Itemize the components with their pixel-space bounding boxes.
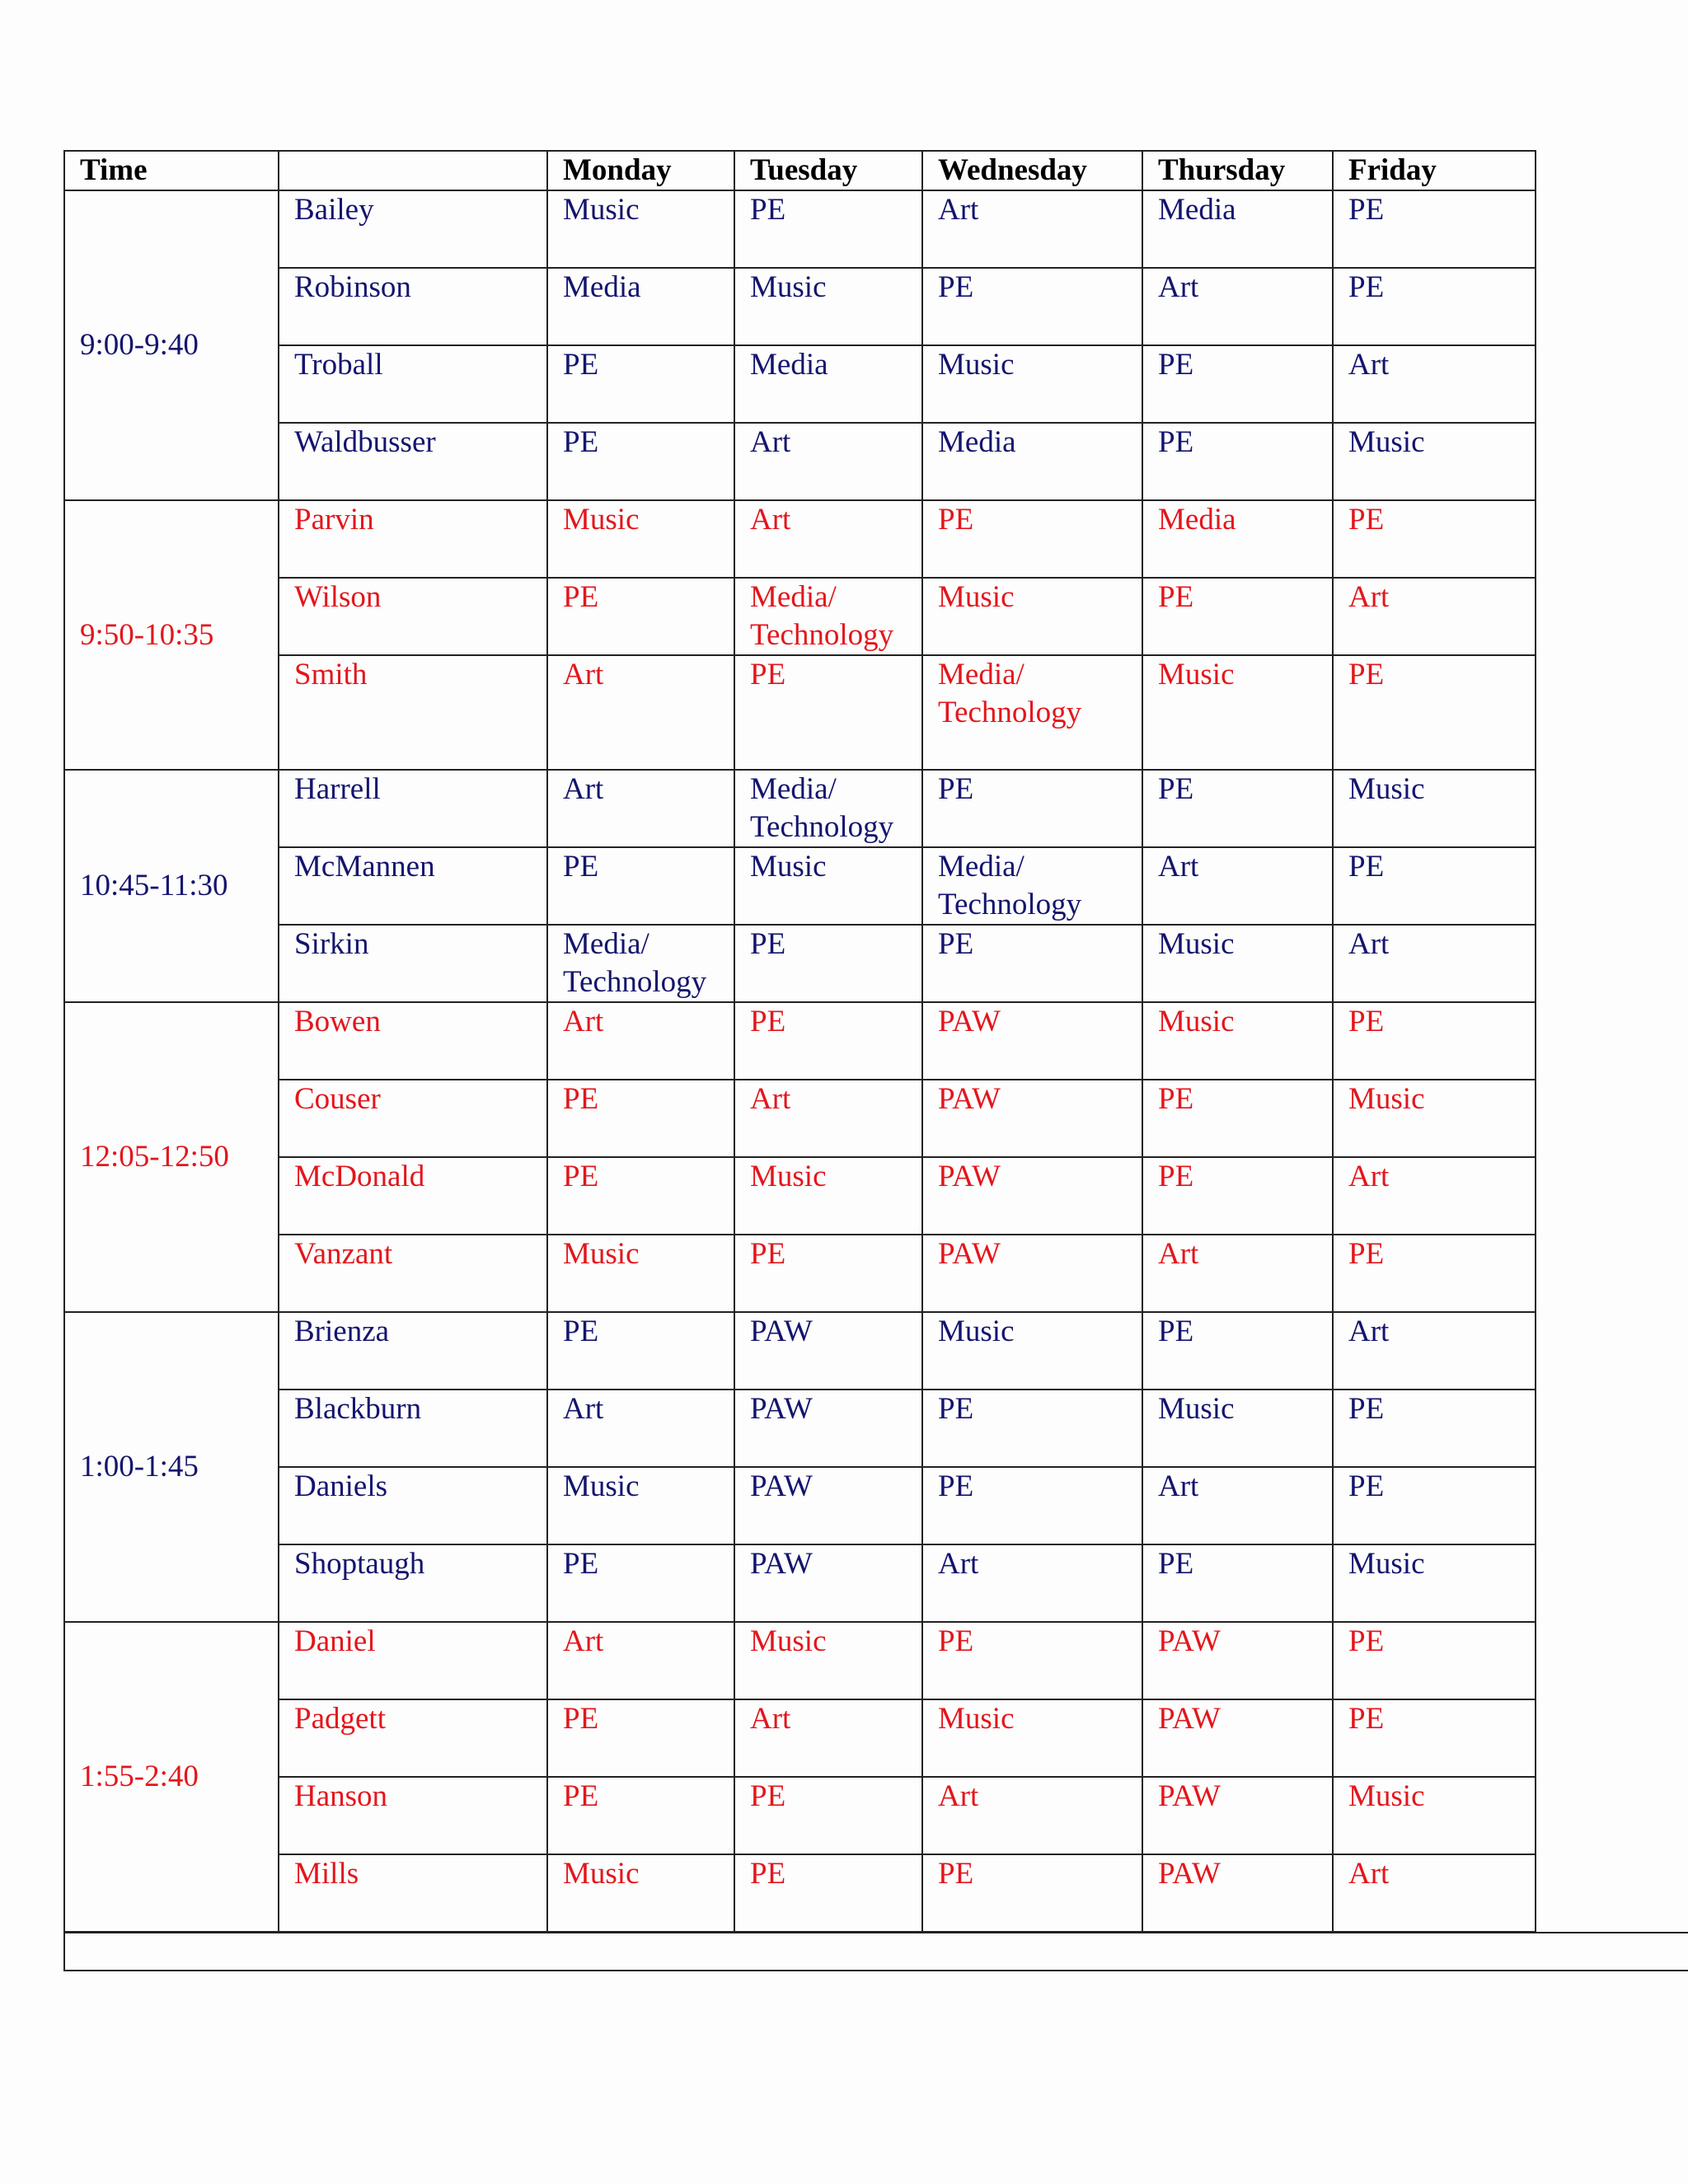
class-cell: PE [734,1854,922,1932]
class-cell: Art [922,190,1142,268]
class-cell: Media/ Technology [922,655,1142,770]
class-cell: PE [922,770,1142,847]
table-row [64,500,1536,578]
class-cell: Media [734,345,922,423]
table-row [64,1390,1536,1467]
class-cell: Media [1142,190,1333,268]
table-row [64,1699,1536,1777]
class-cell: Art [1142,1235,1333,1312]
table-row [64,423,1536,500]
table-row [64,847,1536,925]
class-cell: PE [1333,268,1536,345]
class-cell: Art [547,655,734,770]
time-slot: 10:45-11:30 [64,770,279,1002]
class-cell: Music [734,1157,922,1235]
class-cell: PE [547,345,734,423]
class-cell: PAW [922,1080,1142,1157]
class-cell: PE [1142,1544,1333,1622]
class-cell: PAW [734,1312,922,1390]
class-cell: Music [1142,925,1333,1002]
table-row [64,1080,1536,1157]
class-cell: PE [1142,770,1333,847]
class-cell: Art [1142,268,1333,345]
class-cell: Music [547,500,734,578]
class-cell: PE [734,1002,922,1080]
class-cell: Art [734,423,922,500]
class-cell: PE [1333,655,1536,770]
table-row [64,190,1536,268]
table-row [64,1157,1536,1235]
class-cell: Art [734,1080,922,1157]
class-cell: PE [1142,578,1333,655]
class-cell: PE [1142,423,1333,500]
table-row [64,578,1536,655]
class-cell: PAW [1142,1854,1333,1932]
class-cell: Art [1333,345,1536,423]
class-cell: PE [1142,1312,1333,1390]
class-cell: Music [1333,1544,1536,1622]
teacher-name: Smith [279,655,547,770]
class-cell: Music [1333,770,1536,847]
teacher-name: Harrell [279,770,547,847]
class-cell: PE [547,1699,734,1777]
class-cell: Media/ Technology [734,770,922,847]
class-cell: Media [547,268,734,345]
time-slot: 9:00-9:40 [64,190,279,500]
class-cell: Art [922,1777,1142,1854]
table-row [64,1854,1536,1932]
class-cell: PE [1333,190,1536,268]
class-cell: PE [922,925,1142,1002]
class-cell: Art [547,770,734,847]
class-cell: PE [1333,1622,1536,1699]
class-cell: PE [1333,1235,1536,1312]
class-cell: PE [547,1157,734,1235]
class-cell: Media/ Technology [547,925,734,1002]
class-cell: Music [922,578,1142,655]
time-slot: 1:00-1:45 [64,1312,279,1622]
class-cell: Music [547,1467,734,1544]
table-row [64,1622,1536,1699]
class-cell: PE [547,1777,734,1854]
time-slot: 12:05-12:50 [64,1002,279,1312]
table-row [64,1312,1536,1390]
class-cell: PE [547,1312,734,1390]
header-time: Time [64,151,279,190]
teacher-name: Blackburn [279,1390,547,1467]
class-cell: Media [922,423,1142,500]
class-cell: Art [1333,925,1536,1002]
teacher-name: Wilson [279,578,547,655]
class-cell: Art [734,1699,922,1777]
class-cell: PE [922,1467,1142,1544]
header-wednesday: Wednesday [922,151,1142,190]
class-cell: PE [547,1080,734,1157]
class-cell: Media/ Technology [922,847,1142,925]
class-cell: PAW [1142,1699,1333,1777]
schedule-sheet [63,150,1536,1933]
class-cell: Music [734,1622,922,1699]
time-slot: 9:50-10:35 [64,500,279,770]
footer-row [63,1932,1688,1971]
class-cell: PE [734,190,922,268]
class-cell: Music [1142,655,1333,770]
class-cell: PE [547,1544,734,1622]
class-cell: PE [1142,1157,1333,1235]
class-cell: Music [1333,1080,1536,1157]
class-cell: Music [734,847,922,925]
class-cell: Art [1333,578,1536,655]
class-cell: Art [1333,1854,1536,1932]
class-cell: Art [547,1622,734,1699]
class-cell: PAW [922,1002,1142,1080]
header-monday: Monday [547,151,734,190]
class-cell: PAW [734,1467,922,1544]
class-cell: PE [1333,500,1536,578]
class-cell: Music [547,190,734,268]
schedule-body [64,190,1536,1932]
class-cell: Music [1333,423,1536,500]
teacher-name: Daniel [279,1622,547,1699]
class-cell: PE [734,655,922,770]
class-cell: PE [922,1390,1142,1467]
teacher-name: Shoptaugh [279,1544,547,1622]
class-cell: Art [547,1002,734,1080]
class-cell: Media [1142,500,1333,578]
table-row [64,268,1536,345]
teacher-name: Daniels [279,1467,547,1544]
class-cell: Music [922,1312,1142,1390]
table-row [64,1544,1536,1622]
table-row [64,655,1536,770]
class-cell: PE [734,1235,922,1312]
teacher-name: Bowen [279,1002,547,1080]
teacher-name: Sirkin [279,925,547,1002]
class-cell: Art [1142,1467,1333,1544]
teacher-name: Brienza [279,1312,547,1390]
class-cell: PE [734,1777,922,1854]
teacher-name: Parvin [279,500,547,578]
teacher-name: Hanson [279,1777,547,1854]
class-cell: Music [922,345,1142,423]
class-cell: PAW [1142,1622,1333,1699]
class-cell: Art [547,1390,734,1467]
class-cell: Music [547,1235,734,1312]
class-cell: PE [547,847,734,925]
class-cell: PE [1333,1002,1536,1080]
teacher-name: Bailey [279,190,547,268]
class-cell: PE [1142,1080,1333,1157]
class-cell: PE [547,423,734,500]
header-friday: Friday [1333,151,1536,190]
class-cell: Music [1142,1390,1333,1467]
class-cell: PE [734,925,922,1002]
class-cell: Art [734,500,922,578]
teacher-name: Troball [279,345,547,423]
teacher-name: Padgett [279,1699,547,1777]
class-cell: PE [1142,345,1333,423]
header-name [279,151,547,190]
table-row [64,1777,1536,1854]
class-cell: PAW [922,1157,1142,1235]
teacher-name: Mills [279,1854,547,1932]
class-cell: PAW [1142,1777,1333,1854]
time-slot: 1:55-2:40 [64,1622,279,1932]
header-row [64,151,1536,190]
class-cell: PE [1333,1699,1536,1777]
table-row [64,1235,1536,1312]
class-cell: PE [547,578,734,655]
class-cell: PE [922,1854,1142,1932]
class-cell: PAW [734,1390,922,1467]
class-cell: Music [1333,1777,1536,1854]
schedule-table [63,150,1536,1933]
class-cell: PE [1333,1467,1536,1544]
class-cell: PE [922,268,1142,345]
header-thursday: Thursday [1142,151,1333,190]
header-tuesday: Tuesday [734,151,922,190]
teacher-name: McMannen [279,847,547,925]
class-cell: Art [1142,847,1333,925]
teacher-name: Waldbusser [279,423,547,500]
class-cell: Art [922,1544,1142,1622]
class-cell: PAW [734,1544,922,1622]
class-cell: PAW [922,1235,1142,1312]
table-row [64,770,1536,847]
class-cell: Media/ Technology [734,578,922,655]
table-row [64,925,1536,1002]
table-row [64,1467,1536,1544]
teacher-name: Couser [279,1080,547,1157]
class-cell: Music [734,268,922,345]
table-row [64,1002,1536,1080]
class-cell: Music [547,1854,734,1932]
class-cell: Art [1333,1157,1536,1235]
class-cell: Music [1142,1002,1333,1080]
class-cell: PE [922,1622,1142,1699]
teacher-name: Vanzant [279,1235,547,1312]
class-cell: Art [1333,1312,1536,1390]
class-cell: PE [1333,1390,1536,1467]
teacher-name: McDonald [279,1157,547,1235]
class-cell: PE [922,500,1142,578]
class-cell: Music [922,1699,1142,1777]
class-cell: PE [1333,847,1536,925]
table-row [64,345,1536,423]
teacher-name: Robinson [279,268,547,345]
